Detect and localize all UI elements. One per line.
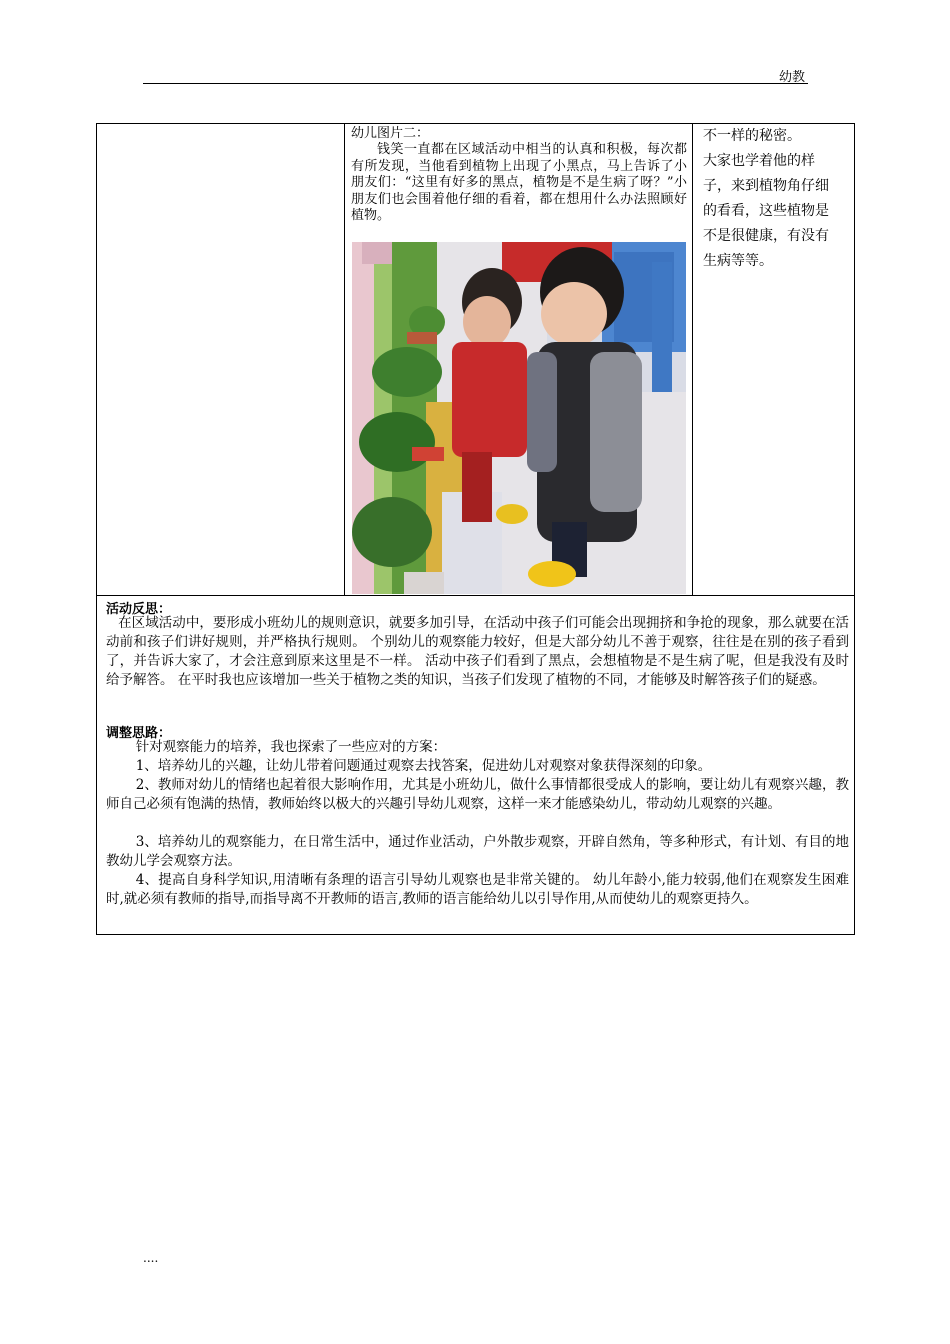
header-rule [143, 83, 808, 84]
comment-line: 不一样的秘密。 [703, 128, 801, 144]
comment-line: 不是很健康，有没有 [703, 228, 829, 244]
adjustment-item: 4、提高自身科学知识,用清晰有条理的语言引导幼儿观察也是非常关键的。 幼儿年龄小,能力较弱,他们在观察发生困难时,就必须有教师的指导,而指导离不开教师的语言,教师的语言能给幼儿以引导作用,从而使幼儿的观察更持久。 [106, 872, 849, 907]
comment-line: 的看看，这些植物是 [703, 203, 829, 219]
adjustment-item: 2、教师对幼儿的情绪也起着很大影响作用，尤其是小班幼儿，做什么事情都很受成人的影响，要让幼儿有观察兴趣，教师自己必须有饱满的热情，教师始终以极大的兴趣引导幼儿观察，这样一来才能感染幼儿，带动幼儿观察的兴趣。 [106, 777, 849, 812]
reflection-text: 在区域活动中，要形成小班幼儿的规则意识，就要多加引导，在活动中孩子们可能会出现拥挤和争抢的现象，那么就要在活动前和孩子们讲好规则，并严格执行规则。 个别幼儿的观察能力较好，但是大部分幼儿不善于观察，往往是在别的孩子看到了，并告诉大家了，才会注意到原来这里是不一样。 活动中孩子们看到了黑点，会想植物是不是生病了呢，但是我没有及时给予解答。 在平时我也应该增加一些关于植物之类的知识，当孩子们发现了植物的不同，才能够及时解答孩子们的疑惑。 [106, 615, 849, 688]
comment-text [703, 124, 851, 274]
adjustment-intro: 针对观察能力的培养，我也探索了一些应对的方案： [135, 739, 447, 755]
reflection-title: 活动反思： [106, 602, 172, 617]
photo-title: 幼儿图片二： [351, 126, 430, 141]
adjustment-title: 调整思路： [106, 726, 172, 741]
comment-line: 生病等等。 [703, 253, 773, 269]
empty-cell [97, 124, 345, 595]
adjustment-item: 3、培养幼儿的观察能力，在日常生活中，通过作业活动，户外散步观察，开辟自然角，等多种形式，有计划、有目的地教幼儿学会观察方法。 [106, 834, 849, 869]
footer-dots: .... [143, 1251, 159, 1265]
children-plants-photo [352, 242, 686, 594]
table-row-reflection [97, 595, 854, 934]
comment-line: 大家也学着他的样 [703, 153, 815, 169]
observation-table [96, 123, 855, 935]
header-label: 幼教 [779, 70, 806, 85]
photo-description: 钱笑一直都在区域活动中相当的认真和积极，每次都有所发现，当他看到植物上出现了小黑点，马上告诉了小朋友们：“这里有好多的黑点，植物是不是生病了呀？”小朋友们也会围着他仔细的看着，都在想用什么办法照顾好植物。 [351, 142, 687, 223]
comment-line: 子，来到植物角仔细 [703, 178, 829, 194]
adjustment-item: 1、培养幼儿的兴趣，让幼儿带着问题通过观察去找答案，促进幼儿对观察对象获得深刻的印象。 [135, 758, 712, 774]
